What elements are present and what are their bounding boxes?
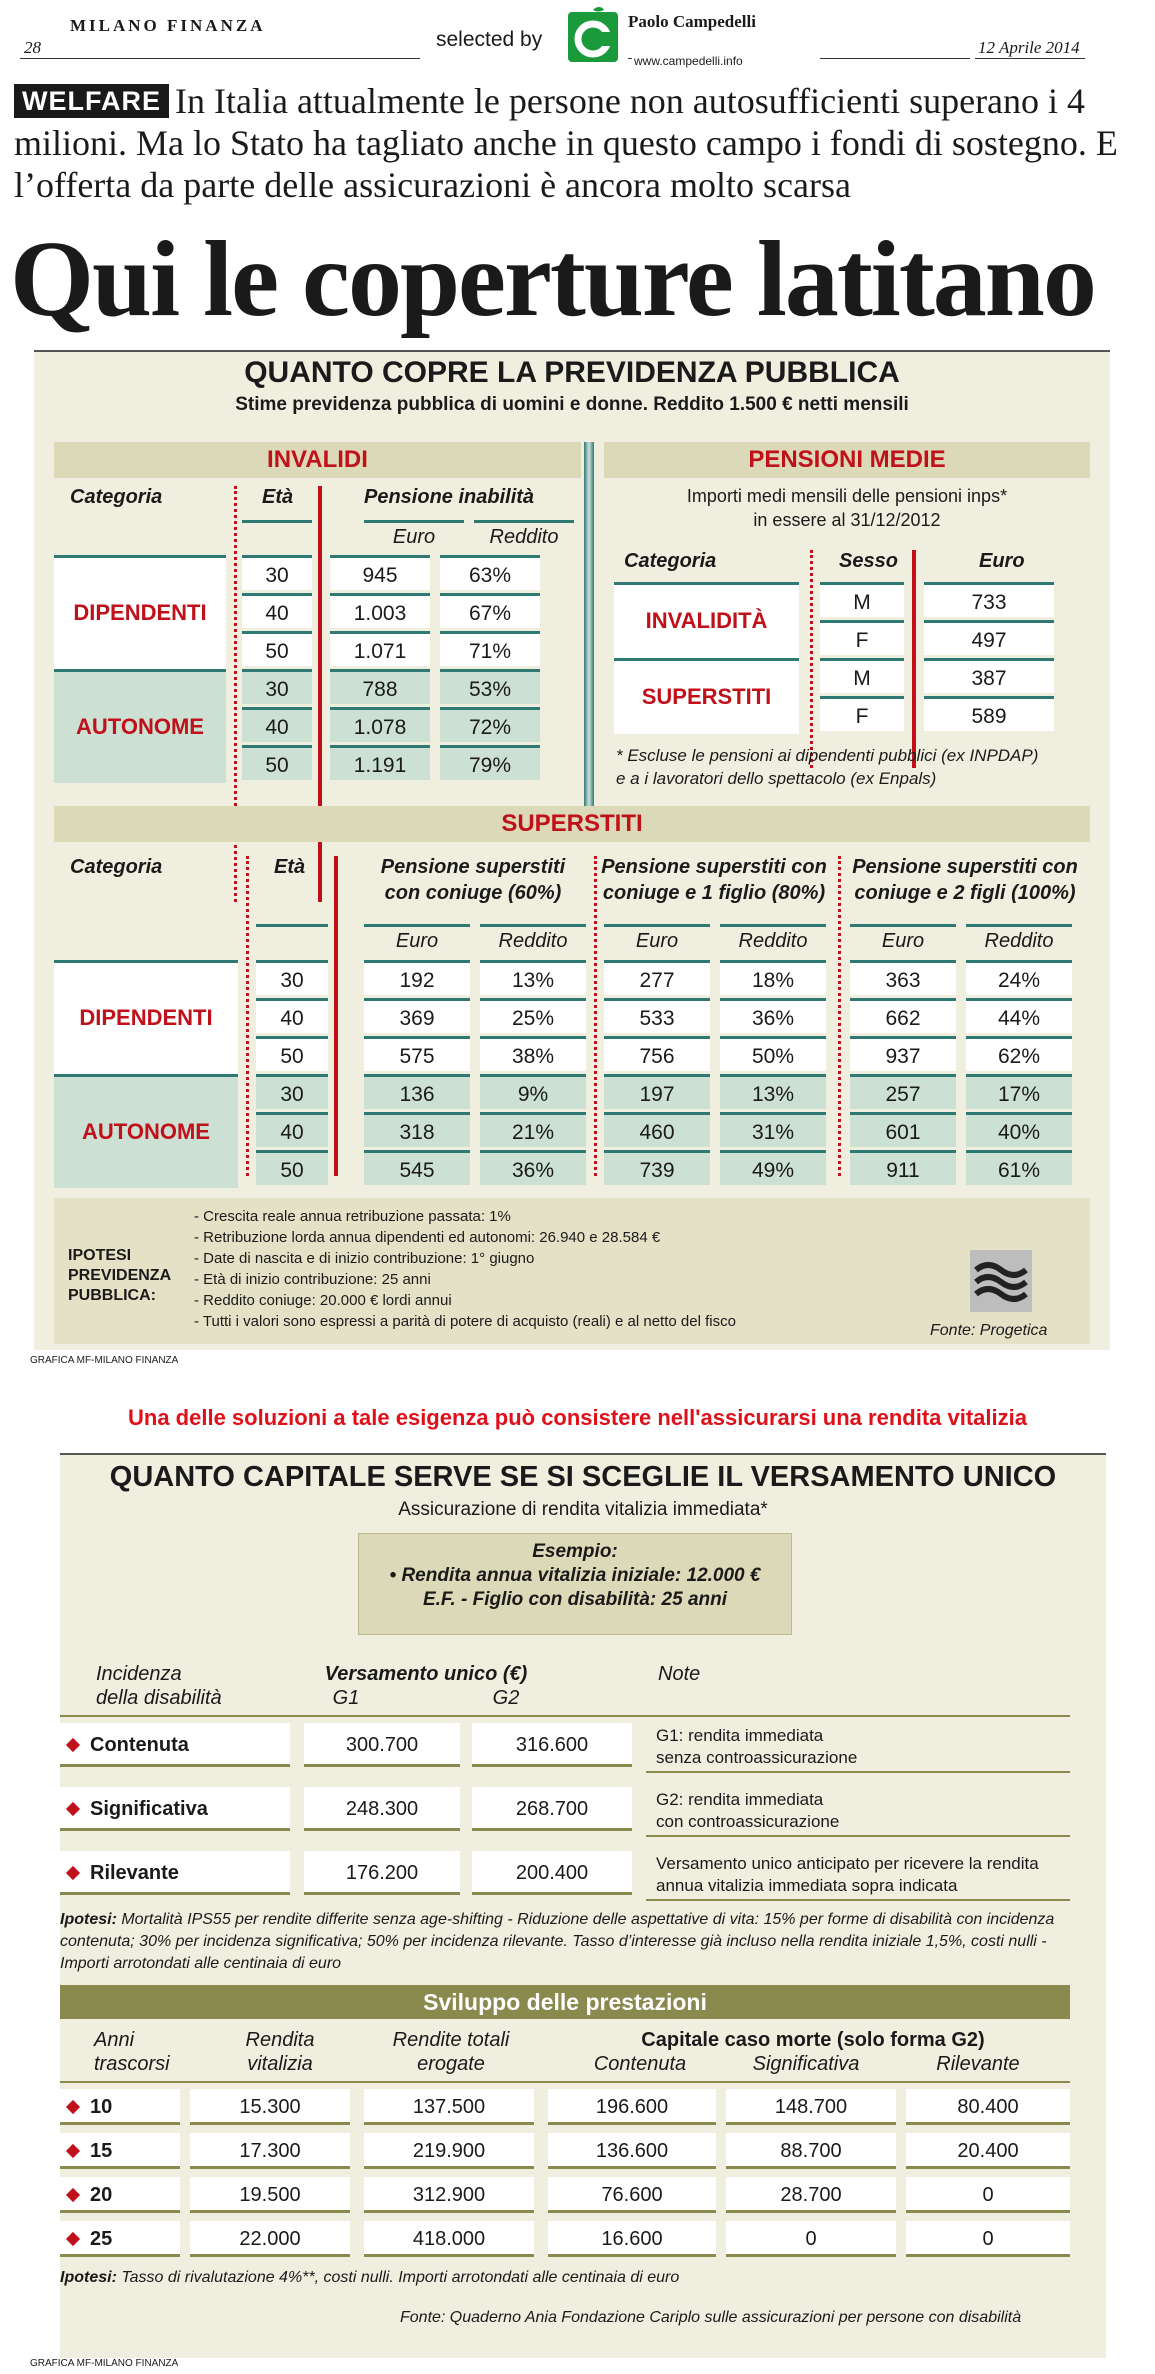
table-cell: 545 bbox=[364, 1150, 470, 1185]
table-cell: 36% bbox=[480, 1150, 586, 1185]
incidenza-row-significativa: Significativa bbox=[60, 1787, 290, 1831]
headline: Qui le coperture latitano bbox=[10, 220, 1095, 339]
table-cell: 88.700 bbox=[726, 2133, 896, 2169]
table-cell: 61% bbox=[966, 1150, 1072, 1185]
table-cell: 20.400 bbox=[906, 2133, 1070, 2169]
page-number: 28 bbox=[24, 38, 41, 57]
diamond-bullet-icon bbox=[66, 2100, 80, 2114]
panel1-title: QUANTO COPRE LA PREVIDENZA PUBBLICA bbox=[244, 356, 900, 389]
table-cell: 601 bbox=[850, 1112, 956, 1147]
note-text: G2: rendita immediata bbox=[656, 1790, 824, 1809]
table-cell: 137.500 bbox=[364, 2089, 534, 2125]
table-cell: 136.600 bbox=[548, 2133, 716, 2169]
table-cell: 79% bbox=[440, 745, 540, 780]
table-cell: 589 bbox=[924, 696, 1054, 731]
masthead bbox=[0, 0, 1155, 70]
campedelli-logo-icon bbox=[566, 6, 620, 64]
table-cell: 418.000 bbox=[364, 2221, 534, 2257]
table-cell: 318 bbox=[364, 1112, 470, 1147]
pensioni-col-categoria: Categoria bbox=[624, 550, 717, 572]
col-note: Note bbox=[658, 1663, 701, 1685]
table-cell: 50% bbox=[720, 1036, 826, 1071]
superstiti-col-eta: Età bbox=[274, 856, 306, 878]
table-cell: 19.500 bbox=[190, 2177, 350, 2213]
table-cell: 24% bbox=[966, 960, 1072, 995]
table-cell: 316.600 bbox=[472, 1723, 632, 1767]
sviluppo-header: Sviluppo delle prestazioni bbox=[60, 1985, 1070, 2019]
table-cell: 80.400 bbox=[906, 2089, 1070, 2125]
issue-date: 12 Aprile 2014 bbox=[978, 38, 1080, 57]
table-cell: 30 bbox=[256, 960, 328, 995]
col-versamento: Versamento unico (€) bbox=[324, 1663, 528, 1685]
previdenza-panel bbox=[34, 350, 1110, 1350]
sviluppo-row-year: 15 bbox=[60, 2133, 180, 2169]
pensioni-note-1: * Escluse le pensioni ai dipendenti pubblici (ex INPDAP) bbox=[616, 746, 1039, 765]
table-cell: 1.191 bbox=[330, 745, 430, 780]
masthead-rule-right bbox=[820, 58, 970, 59]
progetica-logo-icon bbox=[970, 1250, 1032, 1312]
invalidi-col-pensione: Pensione inabilità bbox=[364, 486, 535, 508]
note-text: G1: rendita immediata bbox=[656, 1726, 824, 1745]
col-rendita-2: vitalizia bbox=[247, 2053, 313, 2075]
col-g1: G1 bbox=[332, 1687, 360, 1709]
pensioni-cat-superstiti: SUPERSTITI bbox=[614, 658, 799, 734]
pensioni-col-sesso: Sesso bbox=[839, 550, 898, 572]
table-cell: 1.071 bbox=[330, 631, 430, 666]
table-cell: 13% bbox=[720, 1074, 826, 1109]
ipotesi-versamento: Ipotesi: Mortalità IPS55 per rendite differite senza age-shifting - Riduzione delle aspettative di vita: 15% per forme di disabilità con incidenza contenuta; 30% per incidenza significativa; 50% per incidenza rilevante. Tasso d’interesse già incluso nella rendita iniziale 1,5%, costi nulli - Importi arrotondati alle centinaia di euro bbox=[60, 1911, 1055, 1972]
panel2-fonte: Fonte: Quaderno Ania Fondazione Cariplo sulle assicurazioni per persone con disabilità bbox=[400, 2309, 1022, 2326]
table-cell: 22.000 bbox=[190, 2221, 350, 2257]
credit-2: GRAFICA MF-MILANO FINANZA bbox=[30, 2358, 179, 2369]
table-cell: 30 bbox=[242, 669, 312, 704]
pensioni-header: PENSIONI MEDIE bbox=[604, 442, 1090, 478]
ipotesi-label: IPOTESI PREVIDENZA PUBBLICA: bbox=[68, 1247, 172, 1304]
table-cell: 17% bbox=[966, 1074, 1072, 1109]
panel1-subtitle: Stime previdenza pubblica di uomini e donne. Reddito 1.500 € netti mensili bbox=[235, 394, 909, 415]
superstiti-col-reddito-1: Reddito bbox=[498, 930, 568, 952]
diamond-bullet-icon bbox=[66, 2188, 80, 2202]
table-cell: 30 bbox=[256, 1074, 328, 1109]
table-cell: 739 bbox=[604, 1150, 710, 1185]
table-cell: 756 bbox=[604, 1036, 710, 1071]
pensioni-cat-invalidita: INVALIDITÀ bbox=[614, 582, 799, 658]
sviluppo-row-year: 20 bbox=[60, 2177, 180, 2213]
table-cell: 911 bbox=[850, 1150, 956, 1185]
panel-divider bbox=[584, 442, 594, 834]
table-cell: 40 bbox=[256, 1112, 328, 1147]
superstiti-col-p2b: coniuge e 1 figlio (80%) bbox=[602, 882, 826, 904]
table-cell: 733 bbox=[924, 582, 1054, 617]
selected-by-label: selected by bbox=[436, 28, 543, 51]
panel2-subtitle: Assicurazione di rendita vitalizia immediata* bbox=[398, 1499, 768, 1520]
table-cell: 575 bbox=[364, 1036, 470, 1071]
table-cell: 0 bbox=[726, 2221, 896, 2257]
superstiti-col-p3a: Pensione superstiti con bbox=[852, 856, 1078, 878]
table-cell: 460 bbox=[604, 1112, 710, 1147]
table-cell: 277 bbox=[604, 960, 710, 995]
col-contenuta: Contenuta bbox=[593, 2053, 687, 2075]
invalidi-cat-autonome: AUTONOME bbox=[54, 669, 226, 783]
superstiti-col-reddito-3: Reddito bbox=[984, 930, 1054, 952]
table-cell: 257 bbox=[850, 1074, 956, 1109]
credit-1: GRAFICA MF-MILANO FINANZA bbox=[30, 1355, 179, 1366]
table-cell: M bbox=[820, 658, 904, 693]
invalidi-header: INVALIDI bbox=[54, 442, 581, 478]
note-text: Versamento unico anticipato per ricevere la rendita bbox=[656, 1854, 1039, 1873]
table-cell: 945 bbox=[330, 555, 430, 590]
table-cell: 53% bbox=[440, 669, 540, 704]
pensioni-col-euro: Euro bbox=[979, 550, 1025, 572]
publication-name: MILANO FINANZA bbox=[70, 16, 266, 35]
panel2-title: QUANTO CAPITALE SERVE SE SI SCEGLIE IL VERSAMENTO UNICO bbox=[109, 1461, 1057, 1493]
table-cell: 31% bbox=[720, 1112, 826, 1147]
pensioni-intro: Importi medi mensili delle pensioni inps* bbox=[686, 486, 1008, 506]
table-cell: 15.300 bbox=[190, 2089, 350, 2125]
table-cell: 50 bbox=[242, 631, 312, 666]
table-cell: F bbox=[820, 696, 904, 731]
section-tag: WELFARE bbox=[14, 84, 169, 118]
table-cell: 533 bbox=[604, 998, 710, 1033]
invalidi-col-eta: Età bbox=[262, 486, 294, 508]
table-cell: 9% bbox=[480, 1074, 586, 1109]
table-cell: M bbox=[820, 582, 904, 617]
superstiti-col-euro-1: Euro bbox=[395, 930, 439, 952]
diamond-bullet-icon bbox=[66, 1866, 80, 1880]
table-cell: 136 bbox=[364, 1074, 470, 1109]
superstiti-cat-autonome: AUTONOME bbox=[54, 1074, 238, 1188]
table-cell: 36% bbox=[720, 998, 826, 1033]
table-cell: 363 bbox=[850, 960, 956, 995]
table-cell: 0 bbox=[906, 2177, 1070, 2213]
invalidi-col-euro: Euro bbox=[392, 526, 436, 548]
superstiti-col-euro-2: Euro bbox=[635, 930, 679, 952]
table-cell: 44% bbox=[966, 998, 1072, 1033]
table-cell: 1.078 bbox=[330, 707, 430, 742]
incidenza-row-contenuta: Contenuta bbox=[60, 1723, 290, 1767]
ipotesi-fonte: Fonte: Progetica bbox=[930, 1322, 1048, 1339]
table-cell: 788 bbox=[330, 669, 430, 704]
logo-url: www.campedelli.info bbox=[634, 54, 743, 68]
note-text: con controassicurazione bbox=[656, 1812, 840, 1831]
table-cell: 248.300 bbox=[304, 1787, 460, 1831]
table-cell: 71% bbox=[440, 631, 540, 666]
diamond-bullet-icon bbox=[66, 1802, 80, 1816]
incidenza-row-rilevante: Rilevante bbox=[60, 1851, 290, 1895]
col-rendita-1: Rendita bbox=[245, 2029, 315, 2051]
sviluppo-row-year: 25 bbox=[60, 2221, 180, 2257]
col-anni-1: Anni bbox=[94, 2029, 135, 2051]
table-cell: 200.400 bbox=[472, 1851, 632, 1895]
col-totali-2: erogate bbox=[417, 2053, 485, 2075]
table-cell: 0 bbox=[906, 2221, 1070, 2257]
diamond-bullet-icon bbox=[66, 2232, 80, 2246]
table-cell: 197 bbox=[604, 1074, 710, 1109]
table-cell: 50 bbox=[242, 745, 312, 780]
table-cell: 196.600 bbox=[548, 2089, 716, 2125]
invalidi-cat-dipendenti: DIPENDENTI bbox=[54, 555, 226, 669]
col-anni-2: trascorsi bbox=[94, 2053, 170, 2075]
superstiti-col-p1a: Pensione superstiti bbox=[380, 856, 566, 878]
versamento-panel bbox=[60, 1453, 1106, 2358]
invalidi-col-reddito: Reddito bbox=[489, 526, 559, 548]
superstiti-col-euro-3: Euro bbox=[881, 930, 925, 952]
diamond-bullet-icon bbox=[66, 2144, 80, 2158]
note-text: annua vitalizia immediata sopra indicata bbox=[656, 1876, 958, 1895]
table-cell: 30 bbox=[242, 555, 312, 590]
masthead-rule-left bbox=[20, 58, 420, 59]
superstiti-cat-dipendenti: DIPENDENTI bbox=[54, 960, 238, 1074]
superstiti-col-reddito-2: Reddito bbox=[738, 930, 808, 952]
table-cell: 662 bbox=[850, 998, 956, 1033]
sviluppo-row-year: 10 bbox=[60, 2089, 180, 2125]
table-cell: 62% bbox=[966, 1036, 1072, 1071]
table-cell: 40 bbox=[242, 593, 312, 628]
note-text: senza controassicurazione bbox=[656, 1748, 858, 1767]
invalidi-col-categoria: Categoria bbox=[70, 486, 163, 508]
table-cell: 176.200 bbox=[304, 1851, 460, 1895]
table-cell: 1.003 bbox=[330, 593, 430, 628]
esempio-box: Esempio: • Rendita annua vitalizia iniziale: 12.000 € E.F. - Figlio con disabilità: 25 anni bbox=[358, 1533, 792, 1635]
table-cell: 148.700 bbox=[726, 2089, 896, 2125]
table-cell: 28.700 bbox=[726, 2177, 896, 2213]
col-rilevante: Rilevante bbox=[936, 2053, 1020, 2075]
table-cell: 300.700 bbox=[304, 1723, 460, 1767]
table-cell: 18% bbox=[720, 960, 826, 995]
table-cell: 67% bbox=[440, 593, 540, 628]
table-cell: 16.600 bbox=[548, 2221, 716, 2257]
col-g2: G2 bbox=[492, 1687, 520, 1709]
superstiti-col-p2a: Pensione superstiti con bbox=[601, 856, 827, 878]
table-cell: 312.900 bbox=[364, 2177, 534, 2213]
table-cell: 50 bbox=[256, 1036, 328, 1071]
deck-text: In Italia attualmente le persone non autosufficienti superano i 4 milioni. Ma lo Stato ha tagliato anche in questo campo i fondi di sostegno. E l’offerta da parte delle assicurazioni è ancora molto scarsa bbox=[14, 81, 1118, 205]
col-totali-1: Rendite totali bbox=[392, 2029, 510, 2051]
pensioni-note-2: e a i lavoratori dello spettacolo (ex Enpals) bbox=[616, 769, 937, 788]
superstiti-col-p1b: con coniuge (60%) bbox=[384, 882, 562, 904]
diamond-bullet-icon bbox=[66, 1738, 80, 1752]
table-cell: 387 bbox=[924, 658, 1054, 693]
col-incidenza-1: Incidenza bbox=[96, 1663, 182, 1685]
superstiti-col-categoria: Categoria bbox=[70, 856, 163, 878]
ipotesi-sviluppo: Ipotesi: Tasso di rivalutazione 4%**, costi nulli. Importi arrotondati alle centinaia di euro bbox=[60, 2269, 680, 2286]
table-cell: 40% bbox=[966, 1112, 1072, 1147]
superstiti-col-p3b: coniuge e 2 figli (100%) bbox=[854, 882, 1076, 904]
pensioni-intro2: in essere al 31/12/2012 bbox=[753, 510, 941, 530]
table-cell: 40 bbox=[256, 998, 328, 1033]
col-incidenza-2: della disabilità bbox=[96, 1687, 222, 1709]
table-cell: 21% bbox=[480, 1112, 586, 1147]
table-cell: 25% bbox=[480, 998, 586, 1033]
red-caption: Una delle soluzioni a tale esigenza può consistere nell'assicurarsi una rendita vitalizia bbox=[128, 1405, 1027, 1430]
table-cell: 369 bbox=[364, 998, 470, 1033]
table-cell: 13% bbox=[480, 960, 586, 995]
col-capitale: Capitale caso morte (solo forma G2) bbox=[641, 2029, 985, 2051]
table-cell: 63% bbox=[440, 555, 540, 590]
logo-name: Paolo Campedelli bbox=[628, 12, 756, 31]
article-deck bbox=[14, 80, 1144, 206]
table-cell: 268.700 bbox=[472, 1787, 632, 1831]
table-cell: F bbox=[820, 620, 904, 655]
table-cell: 497 bbox=[924, 620, 1054, 655]
table-cell: 40 bbox=[242, 707, 312, 742]
table-cell: 49% bbox=[720, 1150, 826, 1185]
table-cell: 50 bbox=[256, 1150, 328, 1185]
table-cell: 219.900 bbox=[364, 2133, 534, 2169]
ipotesi-list: - Crescita reale annua retribuzione passata: 1% - Retribuzione lorda annua dipendenti ed autonomi: 26.940 e 28.584 € - Date di nascita e di inizio contribuzione: 1° giugno - Età di inizio contribuzione: 25 anni - Reddito coniuge: 20.000 € lordi annui - Tutti i valori sono espressi a parità di potere di acquisto (reali) e al netto del fisco bbox=[194, 1208, 736, 1330]
col-significativa: Significativa bbox=[752, 2053, 860, 2075]
superstiti-header: SUPERSTITI bbox=[54, 806, 1090, 842]
table-cell: 192 bbox=[364, 960, 470, 995]
table-cell: 38% bbox=[480, 1036, 586, 1071]
table-cell: 937 bbox=[850, 1036, 956, 1071]
table-cell: 76.600 bbox=[548, 2177, 716, 2213]
table-cell: 17.300 bbox=[190, 2133, 350, 2169]
table-cell: 72% bbox=[440, 707, 540, 742]
